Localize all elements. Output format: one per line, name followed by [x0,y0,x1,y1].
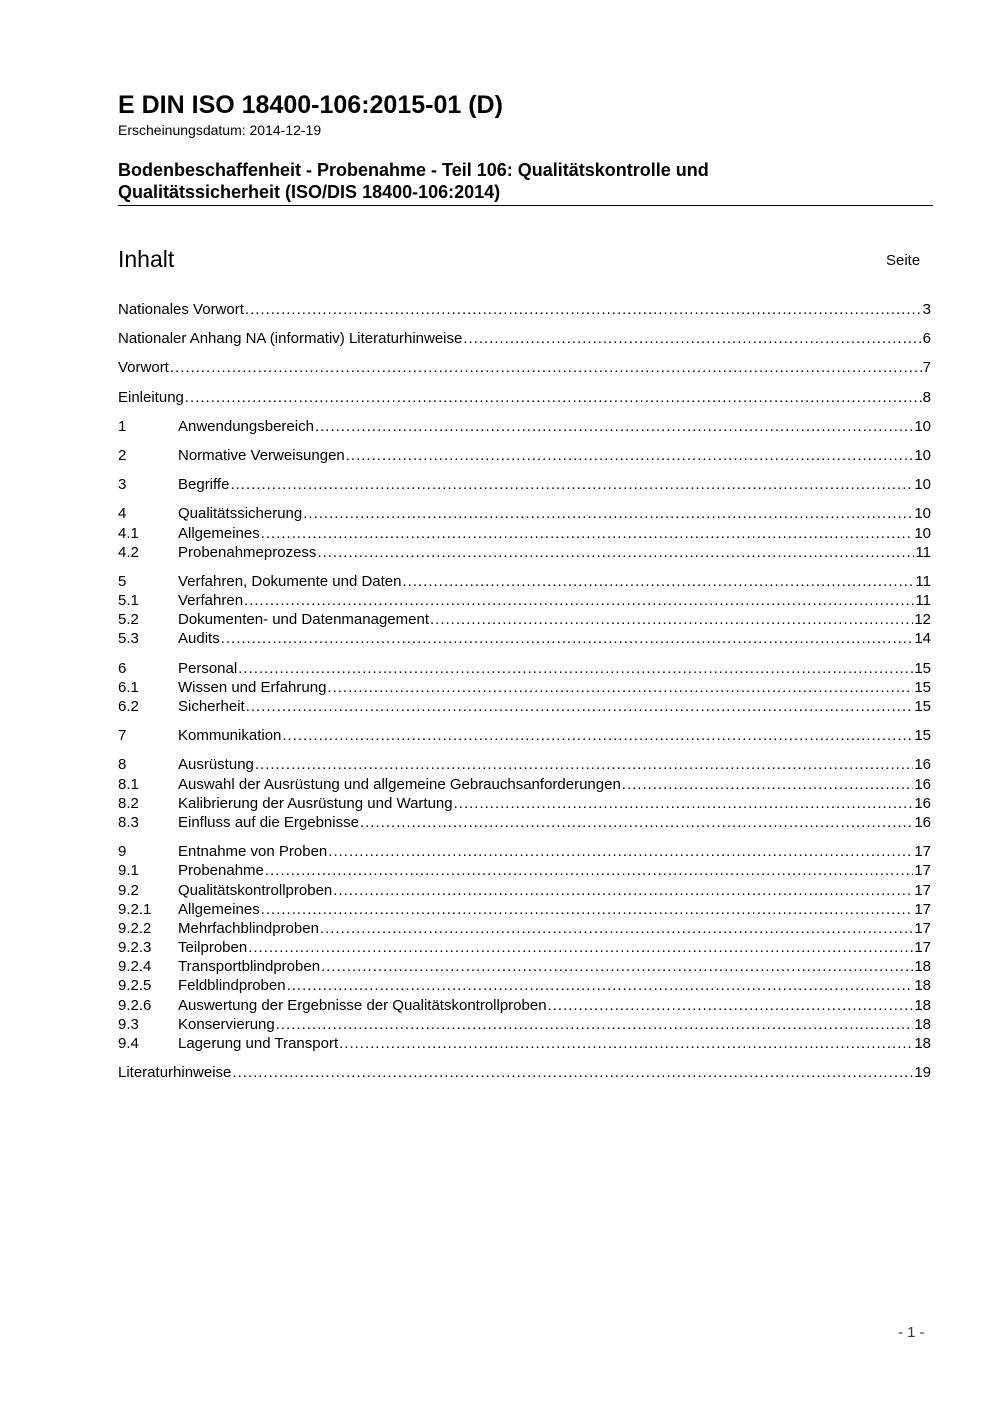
toc-leader-dots [245,300,922,319]
toc-entry[interactable] [118,938,931,957]
toc-leader-dots [238,659,913,678]
toc-entry[interactable] [118,524,931,543]
toc-entry[interactable] [118,591,931,610]
toc-entry-page: 15 [914,698,931,715]
toc-entry-page: 10 [914,417,931,435]
toc-entry[interactable] [118,1015,931,1034]
toc-entry-title: Vorwort [118,359,169,377]
toc-entry-title: Mehrfachblindproben [178,919,319,937]
toc-entry[interactable] [118,794,931,813]
toc-entry-title: Probenahme [178,862,264,880]
toc-entry-title: Konservierung [178,1015,275,1033]
toc-entry[interactable] [118,543,931,562]
toc-entry-page: 3 [922,301,931,318]
toc-entry[interactable] [118,504,931,523]
toc-leader-dots [246,697,914,716]
toc-entry[interactable] [118,957,931,976]
toc-entry-number: 9.2.2 [118,919,152,937]
toc-entry-number: 6.2 [118,698,139,715]
toc-entry-page: 19 [914,1064,931,1082]
toc-entry-page: 16 [914,756,931,774]
toc-entry-number: 9.2 [118,881,139,899]
toc-entry-page: 17 [914,881,931,899]
table-of-contents [118,300,931,1082]
toc-entry-number: 4.2 [118,543,139,561]
toc-leader-dots [328,842,913,861]
toc-entry-title: Verfahren [178,592,244,610]
toc-entry-title: Nationales Vorwort [118,301,244,318]
toc-leader-dots [321,957,913,976]
toc-leader-dots [244,591,914,610]
toc-entry-number: 8.1 [118,775,139,793]
toc-leader-dots [261,524,914,543]
toc-entry-title: Allgemeines [178,524,260,542]
toc-leader-dots [339,1034,913,1053]
toc-entry-page: 18 [914,1015,931,1033]
toc-entry-page: 11 [915,572,931,590]
toc-entry-title: Lagerung und Transport [178,1035,339,1052]
toc-leader-dots [360,813,913,832]
toc-leader-dots [320,919,913,938]
toc-entry-title: Transportblindproben [178,958,321,976]
page-number: - 1 - [898,1324,925,1341]
toc-entry-number: 9.2.5 [118,977,152,995]
toc-leader-dots [454,794,914,813]
toc-leader-dots [261,900,914,919]
toc-entry-title: Anwendungsbereich [178,417,314,435]
toc-entry[interactable] [118,358,931,377]
toc-entry-page: 17 [914,843,931,861]
subtitle-line-2: Qualitätssicherheit (ISO/DIS 18400-106:2014) [118,182,501,202]
toc-entry-number: 4.1 [118,524,139,542]
toc-leader-dots [221,629,914,648]
toc-leader-dots [315,417,913,436]
toc-entry-page: 16 [914,813,931,831]
toc-entry[interactable] [118,659,931,678]
toc-leader-dots [548,996,914,1015]
toc-entry-number: 5.2 [118,611,139,629]
toc-entry[interactable] [118,300,931,319]
toc-entry-page: 15 [914,678,931,696]
toc-entry[interactable] [118,1034,931,1053]
toc-entry-number: 9.2.3 [118,939,152,957]
toc-entry-number: 9.2.1 [118,900,152,918]
toc-entry-title: Entnahme von Proben [178,843,328,861]
toc-entry[interactable] [118,1063,931,1082]
toc-entry[interactable] [118,610,931,629]
toc-leader-dots [265,861,913,880]
toc-leader-dots [303,504,913,523]
toc-entry[interactable] [118,996,931,1015]
toc-entry-title: Begriffe [178,476,230,494]
toc-heading: Inhalt [118,246,175,272]
toc-entry-page: 18 [914,996,931,1014]
toc-entry-title: Einleitung [118,388,184,406]
toc-entry-number: 8.3 [118,813,139,831]
toc-entry-page: 17 [914,939,931,957]
toc-entry[interactable] [118,842,931,861]
toc-entry-title: Allgemeines [178,900,260,918]
toc-entry[interactable] [118,417,931,436]
document-subtitle [118,159,933,206]
toc-leader-dots [317,543,914,562]
toc-leader-dots [333,881,913,900]
toc-entry-title: Audits [178,630,220,648]
toc-leader-dots [430,610,913,629]
toc-entry[interactable] [118,329,931,348]
publication-date: Erscheinungsdatum: 2014-12-19 [118,122,322,138]
toc-leader-dots [255,755,913,774]
toc-entry-number: 5 [118,572,127,590]
toc-entry[interactable] [118,919,931,938]
toc-leader-dots [282,726,913,745]
toc-leader-dots [463,329,921,348]
toc-leader-dots [327,678,913,697]
toc-entry-page: 15 [914,727,931,745]
toc-entry-title: Dokumenten- und Datenmanagement [178,611,429,629]
toc-entry-page: 11 [915,592,931,610]
toc-entry[interactable] [118,775,931,794]
toc-entry-number: 1 [118,417,127,435]
toc-entry-page: 18 [914,958,931,976]
toc-entry-page: 10 [914,524,931,542]
toc-entry-page: 17 [914,919,931,937]
toc-entry-page: 10 [914,476,931,494]
toc-leader-dots [276,1015,914,1034]
toc-entry[interactable] [118,861,931,880]
toc-entry-number: 8.2 [118,794,139,812]
toc-entry-title: Auswertung der Ergebnisse der Qualitätskontrollproben [178,996,547,1014]
toc-leader-dots [170,358,922,377]
toc-entry-title: Feldblindproben [178,977,286,995]
toc-entry-page: 10 [914,505,931,523]
toc-entry-title: Sicherheit [178,698,245,715]
toc-entry-title: Ausrüstung [178,756,254,774]
toc-entry-number: 9.3 [118,1015,139,1033]
toc-leader-dots [402,572,914,591]
toc-entry-number: 9 [118,843,127,861]
toc-leader-dots [622,775,914,794]
toc-entry-page: 18 [914,1035,931,1052]
toc-entry-number: 2 [118,446,127,464]
toc-entry-number: 3 [118,476,127,494]
toc-entry-number: 9.1 [118,862,139,880]
toc-entry-title: Nationaler Anhang NA (informativ) Literaturhinweise [118,330,463,348]
toc-entry-page: 18 [914,977,931,995]
toc-entry-page: 12 [914,611,931,629]
toc-entry-number: 4 [118,505,127,523]
document-title: E DIN ISO 18400-106:2015-01 (D) [118,91,503,119]
toc-entry-page: 11 [915,543,931,561]
toc-entry[interactable] [118,813,931,832]
toc-entry-page: 16 [914,775,931,793]
subtitle-line-1: Bodenbeschaffenheit - Probenahme - Teil 106: Qualitätskontrolle und [118,160,709,180]
toc-entry[interactable] [118,697,931,716]
toc-entry-number: 6 [118,659,127,677]
toc-entry-number: 8 [118,756,127,774]
toc-leader-dots [232,1063,913,1082]
toc-entry-number: 7 [118,727,127,745]
toc-entry-number: 9.2.6 [118,996,152,1014]
toc-entry-title: Normative Verweisungen [178,446,345,464]
toc-entry[interactable] [118,976,931,995]
toc-entry-number: 9.4 [118,1035,139,1052]
toc-entry-page: 17 [914,862,931,880]
toc-entry-title: Einfluss auf die Ergebnisse [178,813,359,831]
toc-entry-number: 5.1 [118,592,139,610]
toc-entry-page: 8 [922,388,931,406]
toc-entry-title: Verfahren, Dokumente und Daten [178,572,402,590]
toc-entry[interactable] [118,572,931,591]
toc-entry-page: 17 [914,900,931,918]
toc-leader-dots [230,475,913,494]
toc-leader-dots [287,976,914,995]
toc-entry[interactable] [118,388,931,407]
toc-entry-page: 15 [914,659,931,677]
toc-entry[interactable] [118,629,931,648]
toc-entry-title: Probenahmeprozess [178,543,317,561]
toc-entry[interactable] [118,900,931,919]
toc-leader-dots [185,388,922,407]
toc-entry-title: Auswahl der Ausrüstung und allgemeine Gebrauchsanforderungen [178,775,621,793]
toc-entry-title: Personal [178,659,238,677]
toc-entry-page: 10 [914,446,931,464]
toc-entry[interactable] [118,726,931,745]
toc-entry-title: Kommunikation [178,727,282,745]
toc-entry-page: 7 [922,359,931,377]
toc-page-column-label: Seite [886,252,921,269]
toc-entry[interactable] [118,446,931,465]
toc-entry[interactable] [118,678,931,697]
toc-entry-title: Qualitätskontrollproben [178,881,333,899]
toc-entry-title: Qualitätssicherung [178,505,303,523]
toc-entry[interactable] [118,755,931,774]
toc-entry-title: Teilproben [178,939,248,957]
toc-entry-number: 9.2.4 [118,958,152,976]
toc-entry-number: 6.1 [118,678,139,696]
toc-leader-dots [346,446,914,465]
toc-leader-dots [248,938,913,957]
toc-entry-title: Literaturhinweise [118,1064,232,1082]
toc-entry-page: 14 [914,630,931,648]
toc-entry-page: 6 [922,330,931,348]
toc-entry[interactable] [118,475,931,494]
toc-entry[interactable] [118,881,931,900]
toc-entry-title: Kalibrierung der Ausrüstung und Wartung [178,794,453,812]
toc-entry-page: 16 [914,794,931,812]
toc-entry-number: 5.3 [118,630,139,648]
toc-entry-title: Wissen und Erfahrung [178,678,327,696]
